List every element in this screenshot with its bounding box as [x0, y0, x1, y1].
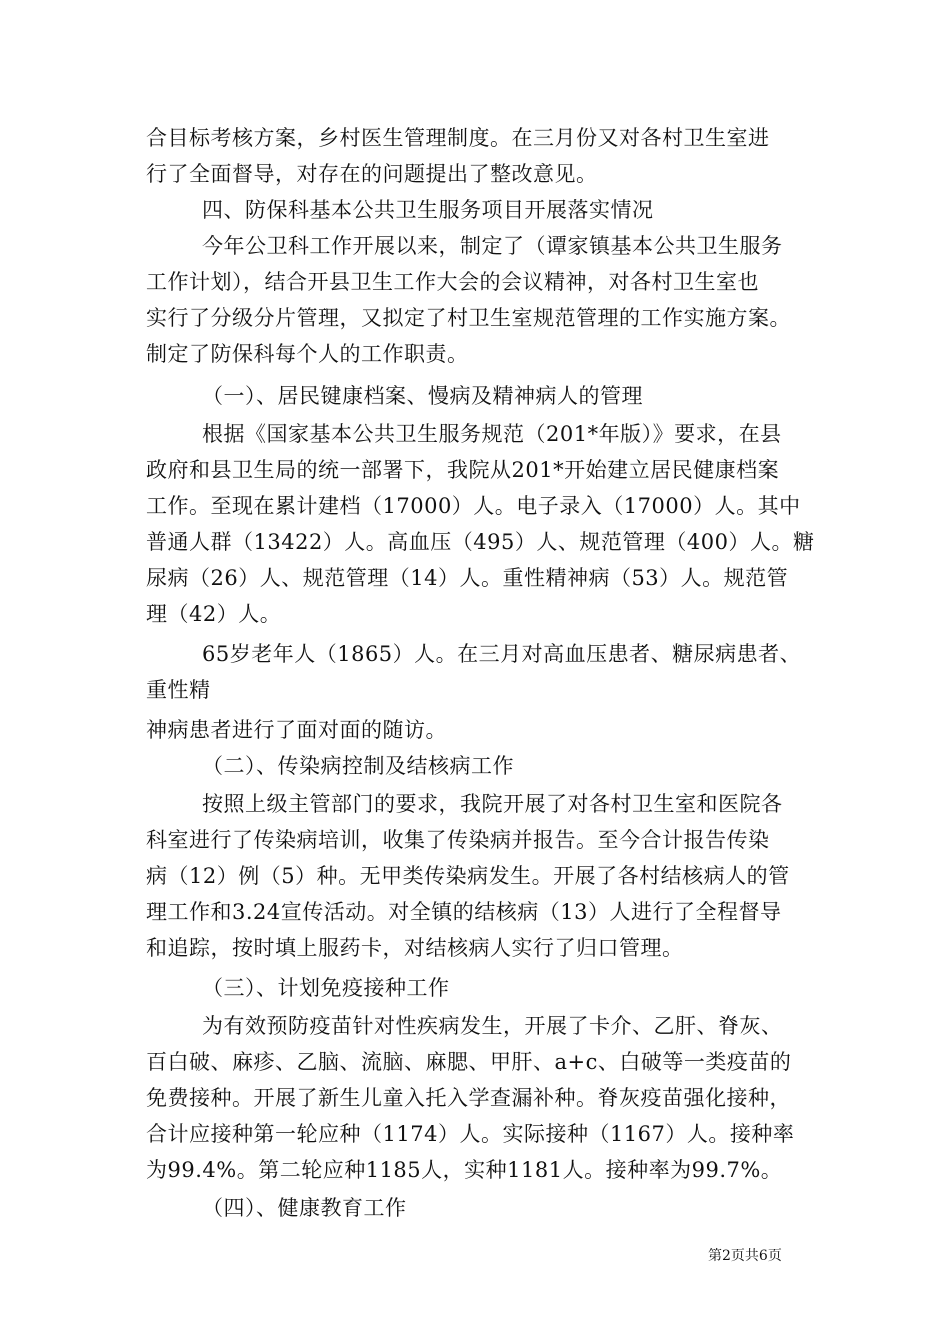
text-line: 按照上级主管部门的要求，我院开展了对各村卫生室和医院各 — [202, 792, 783, 816]
text-line: 为99.4%。第二轮应种1185人，实种1181人。接种率为99.7%。 — [146, 1158, 783, 1182]
text-line: 和追踪，按时填上服药卡，对结核病人实行了归口管理。 — [146, 936, 684, 960]
text-line: 工作计划），结合开县卫生工作大会的会议精神，对各村卫生室也 — [146, 270, 759, 294]
text-line: 制定了防保科每个人的工作职责。 — [146, 342, 469, 366]
text-line: 病（12）例（5）种。无甲类传染病发生。开展了各村结核病人的管 — [146, 864, 790, 888]
text-line: 理（42）人。 — [146, 602, 282, 626]
subsection-heading: （一）、居民键康档案、慢病及精神病人的管理 — [202, 384, 643, 408]
text-line: 科室进行了传染病培训，收集了传染病并报告。至今合计报告传染 — [146, 828, 770, 852]
text-line: 免费接种。开展了新生儿童入托入学查漏补种。脊灰疫苗强化接种， — [146, 1086, 791, 1110]
page-number: 第2页共6页 — [708, 1248, 782, 1264]
subsection-heading: （二）、传染病控制及结核病工作 — [202, 754, 514, 778]
text-line: 百白破、麻疹、乙脑、流脑、麻腮、甲肝、a+c、白破等一类疫苗的 — [146, 1050, 792, 1074]
section-heading: 四、防保科基本公共卫生服务项目开展落实情况 — [202, 198, 654, 222]
text-line: 实行了分级分片管理，又拟定了村卫生室规范管理的工作实施方案。 — [146, 306, 791, 330]
text-line: 根据《国家基本公共卫生服务规范（201*年版）》要求，在县 — [202, 422, 782, 446]
text-line: 合目标考核方案，乡村医生管理制度。在三月份又对各村卫生室进 — [146, 126, 770, 150]
text-line: 普通人群（13422）人。高血压（495）人、规范管理（400）人。糖 — [146, 530, 815, 554]
text-line: 神病患者进行了面对面的随访。 — [146, 718, 447, 742]
text-line: 行了全面督导，对存在的问题提出了整改意见。 — [146, 162, 598, 186]
subsection-heading: （三）、计划免疫接种工作 — [202, 976, 450, 1000]
text-line: 尿病（26）人、规范管理（14）人。重性精神病（53）人。规范管 — [146, 566, 789, 590]
text-line: 重性精 — [146, 678, 211, 702]
subsection-heading: （四）、健康教育工作 — [202, 1196, 407, 1220]
text-line: 合计应接种第一轮应种（1174）人。实际接种（1167）人。接种率 — [146, 1122, 795, 1146]
text-line: 理工作和3.24宣传活动。对全镇的结核病（13）人进行了全程督导 — [146, 900, 782, 924]
text-line: 工作。至现在累计建档（17000）人。电子录入（17000）人。其中 — [146, 494, 801, 518]
text-line: 为有效预防疫苗针对性疾病发生，开展了卡介、乙肝、脊灰、 — [202, 1014, 783, 1038]
text-line: 政府和县卫生局的统一部署下，我院从201*开始建立居民健康档案 — [146, 458, 780, 482]
text-line: 65岁老年人（1865）人。在三月对高血压患者、糖尿病患者、 — [202, 642, 802, 666]
text-line: 今年公卫科工作开展以来，制定了（谭家镇基本公共卫生服务 — [202, 234, 783, 258]
